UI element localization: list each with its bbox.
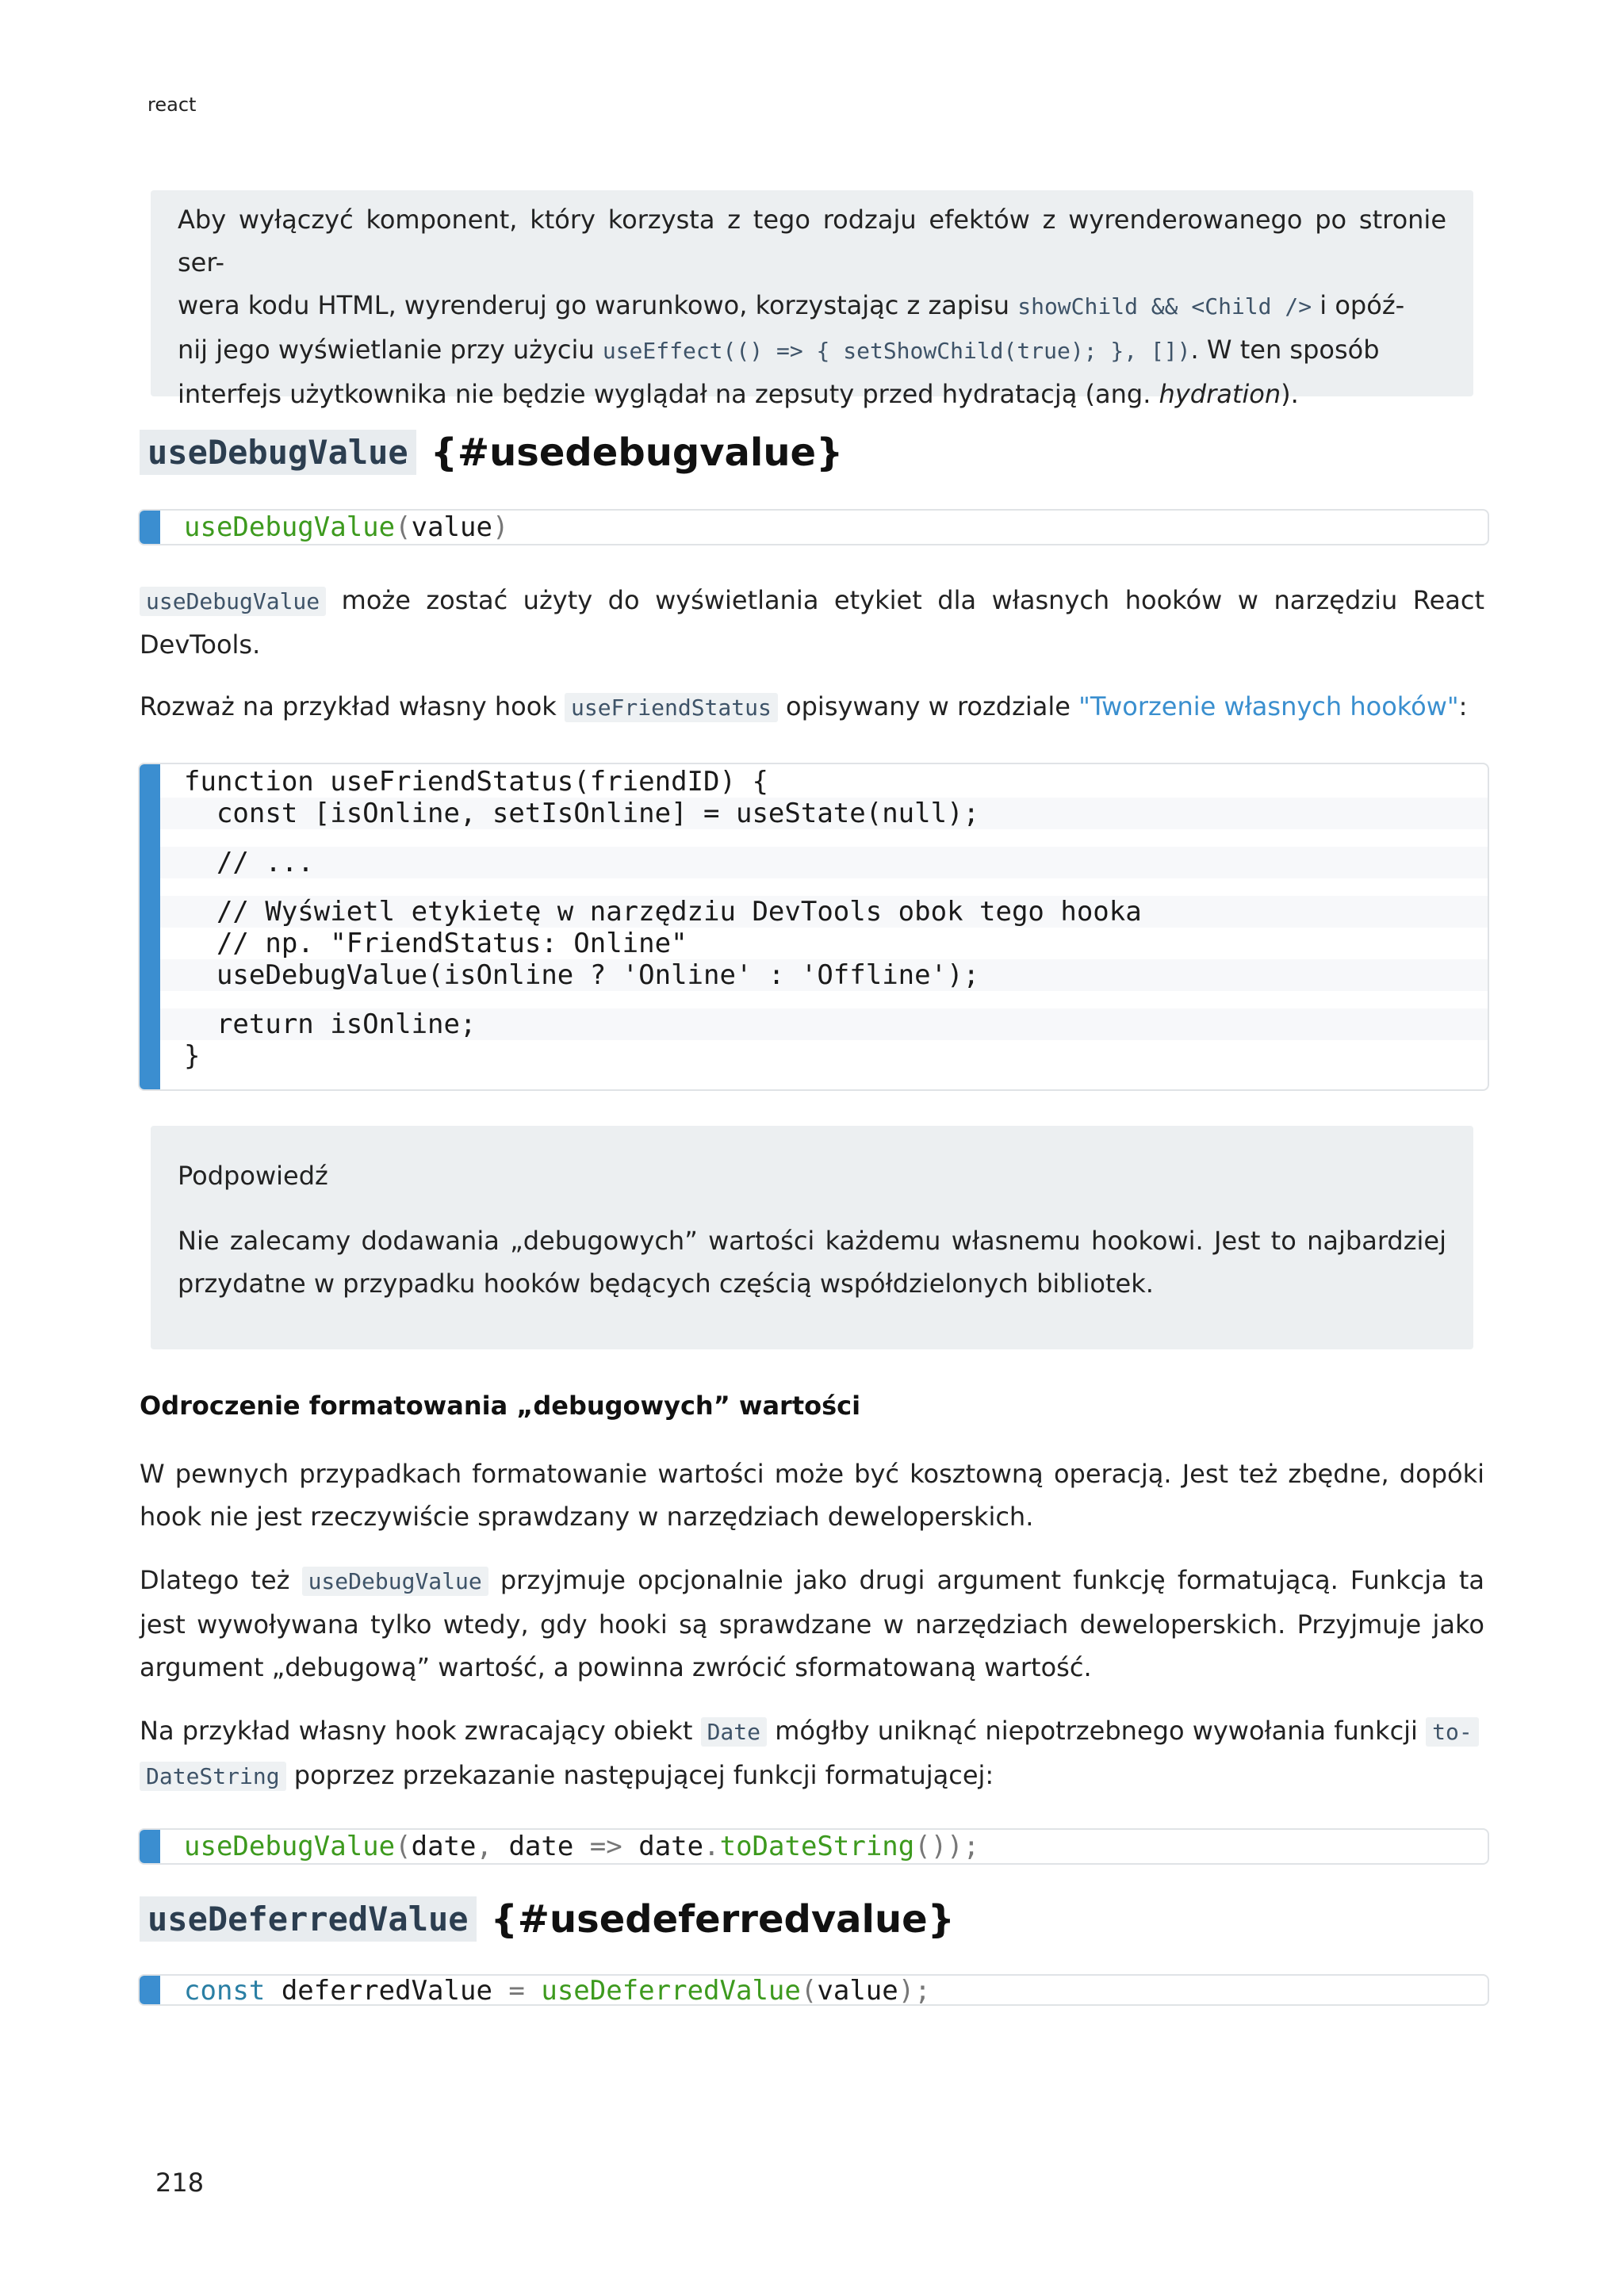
paragraph: Rozważ na przykład własny hook useFriendStatus opisywany w rozdziale "Tworzenie własnych hooków": <box>140 691 1468 721</box>
chapter-link[interactable]: "Tworzenie własnych hooków" <box>1078 691 1459 721</box>
code-line: useDebugValue(isOnline ? 'Online' : 'Offline'); <box>140 959 1488 991</box>
tip-text: Nie zalecamy dodawania „debugowych” wartości każdemu własnemu hookowi. Jest to najbardziej przydatne w przypadku hooków będących częścią współdzielonych bibliotek. <box>178 1226 1446 1299</box>
inline-code: showChild && <Child /> <box>1017 293 1312 320</box>
note-line: wera kodu HTML, wyrenderuj go warunkowo, korzystając z zapisu showChild && <Child /> i opóź- <box>178 290 1405 320</box>
code-bar <box>140 511 160 544</box>
heading-code: useDeferredValue <box>140 1896 477 1942</box>
code-block <box>138 509 1489 545</box>
code-block <box>138 1828 1489 1865</box>
code-bar <box>140 764 160 1089</box>
tip-title: Podpowiedź <box>178 1161 328 1191</box>
section-heading <box>140 430 843 475</box>
code-block <box>138 1974 1489 2006</box>
heading-code: useDebugValue <box>140 430 416 475</box>
heading-anchor: {#usedeferredvalue} <box>490 1896 955 1942</box>
code-line <box>140 991 1488 1008</box>
code-line <box>140 878 1488 896</box>
paragraph: W pewnych przypadkach formatowanie wartości może być kosztowną operacją. Jest też zbędne, dopóki hook nie jest rzeczywiście sprawdzany w narzędziach deweloperskich. <box>140 1459 1484 1532</box>
inline-code: useFriendStatus <box>565 693 778 722</box>
inline-code: useEffect(() => { setShowChild(true); }, []) <box>602 338 1191 364</box>
code-example <box>138 763 1489 1091</box>
paragraph: Dlatego też useDebugValue przyjmuje opcjonalnie jako drugi argument funkcję formatującą. Funkcja ta jest wywoływana tylko wtedy, gdy hooki są sprawdzane w narzędziach deweloperskich. Przyjmuje jako argument „debugową” wartość, a powinna zwrócić sformatowaną wartość. <box>140 1565 1485 1682</box>
code-line: function useFriendStatus(friendID) { <box>184 766 768 798</box>
code-line: // ... <box>140 847 1488 878</box>
code-line: } <box>184 1040 201 1072</box>
code-bar <box>140 1976 160 2004</box>
inline-code: DateString <box>140 1762 286 1791</box>
note-box <box>151 190 1473 409</box>
heading-anchor: {#usedebugvalue} <box>430 430 844 475</box>
code-bar <box>140 1830 160 1863</box>
subheading: Odroczenie formatowania „debugowych” wartości <box>140 1391 861 1421</box>
inline-code: to- <box>1426 1717 1479 1747</box>
note-line: Aby wyłączyć komponent, który korzysta z tego rodzaju efektów z wyrenderowanego po stronie ser- <box>178 205 1446 277</box>
inline-code: useDebugValue <box>140 587 326 616</box>
code-line: const [isOnline, setIsOnline] = useState(null); <box>140 798 1488 829</box>
tip-box <box>151 1126 1473 1349</box>
code-line: useDebugValue(value) <box>184 511 509 543</box>
paragraph: useDebugValue może zostać użyty do wyświetlania etykiet dla własnych hooków w narzędziu React DevTools. <box>140 585 1484 660</box>
code-line <box>140 829 1488 847</box>
code-line: // np. "FriendStatus: Online" <box>184 928 688 959</box>
inline-code: useDebugValue <box>302 1567 488 1596</box>
paragraph: Na przykład własny hook zwracający obiekt Date mógłby uniknąć niepotrzebnego wywołania funkcji to- DateString poprzez przekazanie następującej funkcji formatującej: <box>140 1709 1484 1798</box>
code-line: const deferredValue = useDeferredValue(value); <box>184 1975 931 2006</box>
code-lines <box>140 764 1488 1072</box>
inline-code: Date <box>701 1717 767 1747</box>
note-line: interfejs użytkownika nie będzie wyglądał na zepsuty przed hydratacją (ang. hydration). <box>178 379 1299 409</box>
page-number: 218 <box>155 2168 205 2198</box>
note-line: nij jego wyświetlanie przy użyciu useEffect(() => { setShowChild(true); }, []). W ten sposób <box>178 335 1380 365</box>
running-header: react <box>147 94 197 116</box>
code-line: // Wyświetl etykietę w narzędziu DevTools obok tego hooka <box>140 896 1488 928</box>
code-line: useDebugValue(date, date => date.toDateString()); <box>184 1831 980 1862</box>
section-heading <box>140 1896 955 1942</box>
code-line: return isOnline; <box>140 1008 1488 1040</box>
